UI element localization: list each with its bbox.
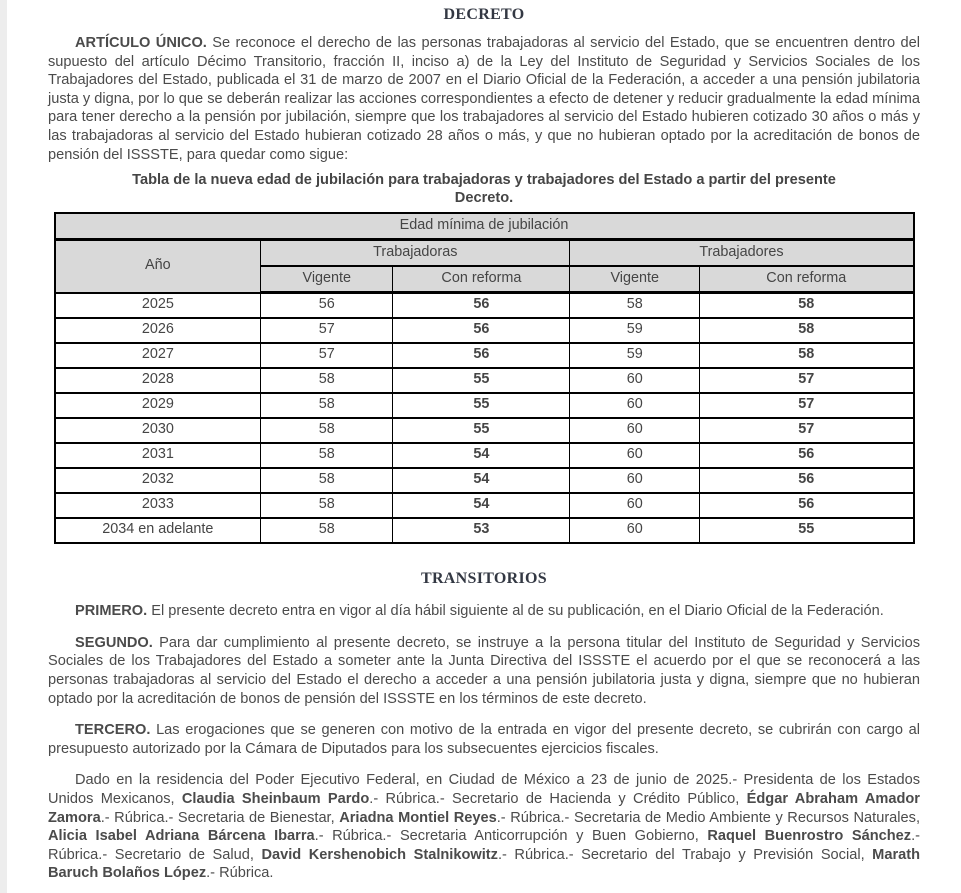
age-cell: 60 [570,368,700,393]
table-title [48,172,920,207]
table-main-header-cell: Edad mínima de jubilación [55,213,914,240]
year-cell: 2029 [55,393,261,418]
decree-heading: DECRETO [443,6,525,23]
age-cell: 53 [393,518,570,543]
year-cell: 2027 [55,343,261,368]
table-title-line1: Tabla de la nueva edad de jubilación para trabajadoras y trabajadores del Estado a partir del presente [132,172,836,189]
table-header-row-main [55,213,914,240]
age-cell: 60 [570,468,700,493]
signature-paragraph [48,771,920,883]
signature-text: .- Rúbrica.- Secretario de Salud, [48,828,920,863]
age-cell: 60 [570,393,700,418]
age-cell: 55 [700,518,914,543]
age-cell: 57 [700,393,914,418]
year-column-header: Año [55,240,261,293]
subheader-reforma-m: Con reforma [700,266,914,293]
table-row [55,343,914,368]
table-row [55,418,914,443]
table-row [55,518,914,543]
signatory-name: Raquel Buenrostro Sánchez [707,828,912,845]
signature-text: .- Rúbrica.- Secretaria Anticorrupción y Buen Gobierno, [314,828,708,845]
signature-text: Dado en la residencia del Poder Ejecutivo Federal, en Ciudad de México a 23 de junio de 2025.- Presidenta de los Estados Unidos Mexicanos, [48,772,920,807]
age-cell: 58 [261,518,393,543]
retirement-age-table [54,212,915,544]
year-cell: 2025 [55,293,261,319]
age-cell: 56 [393,343,570,368]
age-cell: 58 [700,293,914,319]
transitorio-segundo-label: SEGUNDO. [75,634,153,651]
table-row [55,493,914,518]
table-row [55,293,914,319]
year-cell: 2026 [55,318,261,343]
age-cell: 55 [393,368,570,393]
age-cell: 56 [700,443,914,468]
signature-text: .- Rúbrica.- Secretaria de Medio Ambiente y Recursos Naturales, [496,809,921,826]
age-cell: 58 [570,293,700,319]
table-header [55,213,914,293]
transitorio-primero-paragraph [48,602,920,621]
articulo-unico-label: ARTÍCULO ÚNICO. [75,35,207,51]
year-cell: 2032 [55,468,261,493]
age-cell: 60 [570,493,700,518]
year-cell: 2033 [55,493,261,518]
subheader-reforma-f: Con reforma [393,266,570,293]
year-cell: 2030 [55,418,261,443]
signatory-name: Alicia Isabel Adriana Bárcena Ibarra [48,828,315,845]
age-cell: 60 [570,518,700,543]
age-cell: 57 [700,368,914,393]
age-cell: 58 [261,418,393,443]
transitorio-tercero-paragraph [48,721,920,758]
age-cell: 60 [570,443,700,468]
transitorio-segundo-text: Para dar cumplimiento al presente decreto, se instruye a la persona titular del Instituto de Seguridad y Servicios Sociales de los Trabajadores del Estado a someter ante la Junta Directiva del ISSSTE el acuerdo por el que se reconocerá a las personas trabajadoras al servicio del Estado el derecho a acceder a una pensión jubilatoria justa y digna, siempre que no hubieran optado por la acreditación de bonos de pensión del ISSSTE en los términos de este decreto. [48,634,920,707]
subheader-vigente-f: Vigente [261,266,393,293]
age-cell: 57 [700,418,914,443]
articulo-unico-text: Se reconoce el derecho de las personas trabajadoras al servicio del Estado, que se encuentren dentro del supuesto del artículo Décimo Transitorio, fracción II, inciso a) de la Ley del Instituto de Seguridad y Servicios Sociales de los Trabajadores del Estado, publicada el 31 de marzo de 2007 en el Diario Oficial de la Federación, a acceder a una pensión jubilatoria justa y digna, por lo que se deberán realizar las acciones correspondientes a efecto de detener y reducir gradualmente la edad mínima para tener derecho a la pensión por jubilación, siempre que los trabajadores al servicio del Estado hubieren cotizado 30 años o más y las trabajadoras al servicio del Estado hubieran cotizado 28 años o más, y que no hubieran optado por la acreditación de bonos de pensión del ISSSTE, para quedar como sigue: [48,35,920,163]
signatory-name: Ariadna Montiel Reyes [339,809,497,826]
year-cell: 2034 en adelante [55,518,261,543]
group-header-trabajadoras: Trabajadoras [261,240,570,267]
age-cell: 58 [261,393,393,418]
age-cell: 58 [261,368,393,393]
transitorio-primero-label: PRIMERO. [75,603,148,620]
table-row [55,318,914,343]
table-title-line2: Decreto. [454,189,514,206]
signature-text: .- Rúbrica. [206,865,274,882]
age-cell: 60 [570,418,700,443]
age-cell: 57 [261,343,393,368]
age-cell: 59 [570,318,700,343]
table-body [55,293,914,544]
age-cell: 56 [393,318,570,343]
transitorio-tercero-text: Las erogaciones que se generen con motivo de la entrada en vigor del presente decreto, se cubrirán con cargo al presupuesto autorizado por la Cámara de Diputados para los subsecuentes ejercicios fiscales. [48,722,920,757]
signatory-name: Édgar Abraham Amador Zamora [48,790,920,826]
age-cell: 58 [261,493,393,518]
age-cell: 59 [570,343,700,368]
table-row [55,443,914,468]
transitorio-segundo-paragraph [48,634,920,708]
transitorio-tercero-label: TERCERO. [75,722,151,739]
signature-text: .- Rúbrica.- Secretaria de Bienestar, [100,809,340,826]
age-cell: 56 [261,293,393,319]
age-cell: 55 [393,418,570,443]
age-cell: 54 [393,443,570,468]
signatory-name: Marath Baruch Bolaños López [48,846,921,882]
age-cell: 55 [393,393,570,418]
age-cell: 56 [700,493,914,518]
signatory-name: Claudia Sheinbaum Pardo [181,790,370,807]
page-left-edge [0,0,7,893]
age-cell: 58 [700,318,914,343]
age-cell: 58 [261,443,393,468]
subheader-vigente-m: Vigente [570,266,700,293]
table-header-row-groups [55,240,914,267]
year-cell: 2031 [55,443,261,468]
table-row [55,393,914,418]
age-cell: 58 [261,468,393,493]
year-cell: 2028 [55,368,261,393]
group-header-trabajadores: Trabajadores [570,240,914,267]
age-cell: 56 [393,293,570,319]
transitorios-heading: TRANSITORIOS [420,570,547,588]
signature-text: .- Rúbrica.- Secretario del Trabajo y Previsión Social, [497,846,873,863]
table-row [55,368,914,393]
age-cell: 54 [393,493,570,518]
signatory-name: David Kershenobich Stalnikowitz [261,846,498,863]
age-cell: 54 [393,468,570,493]
age-cell: 57 [261,318,393,343]
age-cell: 58 [700,343,914,368]
age-cell: 56 [700,468,914,493]
transitorio-primero-text: El presente decreto entra en vigor al día hábil siguiente al de su publicación, en el Diario Oficial de la Federación. [147,603,884,620]
articulo-unico-paragraph [48,34,920,164]
table-row [55,468,914,493]
signature-text: .- Rúbrica.- Secretario de Hacienda y Crédito Público, [369,790,747,807]
